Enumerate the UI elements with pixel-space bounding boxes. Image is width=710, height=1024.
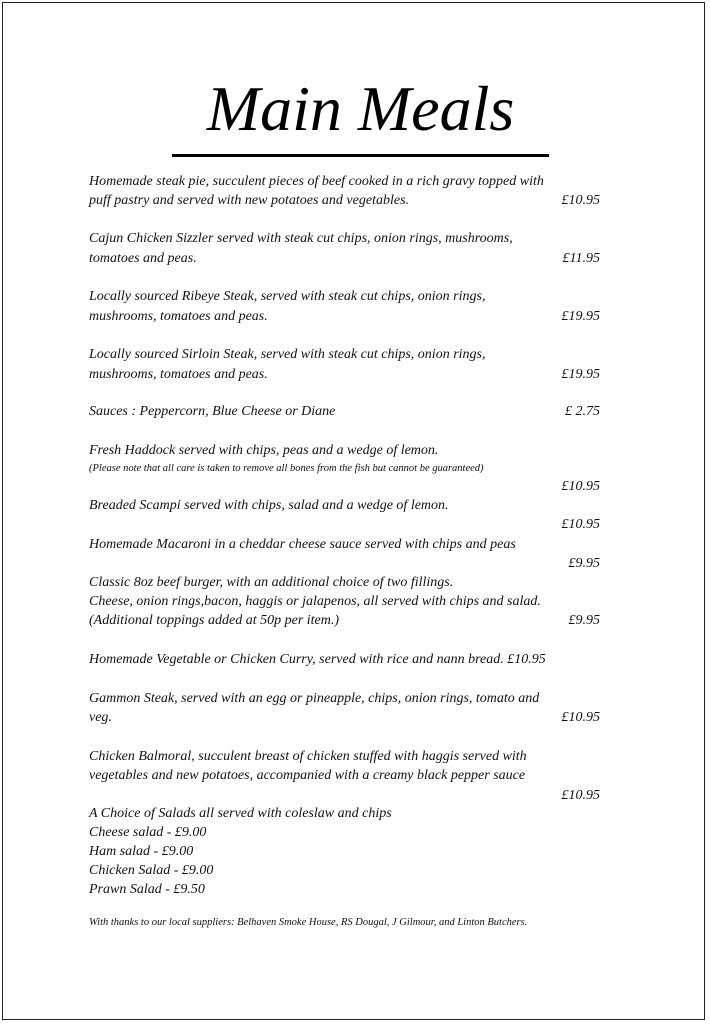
item-description: Sauces : Peppercorn, Blue Cheese or Diane [89, 404, 336, 419]
suppliers-footer: With thanks to our local suppliers: Belhaven Smoke House, RS Dougal, J Gilmour, and Linton Butchers. [89, 917, 528, 928]
item-description: Classic 8oz beef burger, with an additional choice of two fillings. [89, 575, 454, 590]
item-description: Cheese, onion rings,bacon, haggis or jalapenos, all served with chips and salad. [89, 594, 541, 609]
item-description: tomatoes and peas. [89, 251, 197, 266]
item-price: £19.95 [561, 367, 600, 382]
title-underline [172, 154, 549, 157]
item-price: £10.95 [561, 710, 600, 725]
page-title: Main Meals [206, 73, 515, 144]
item-description: Cajun Chicken Sizzler served with steak cut chips, onion rings, mushrooms, [89, 231, 513, 246]
item-description: Locally sourced Sirloin Steak, served with steak cut chips, onion rings, [89, 347, 486, 362]
item-description: Gammon Steak, served with an egg or pineapple, chips, onion rings, tomato and [89, 691, 540, 706]
item-description: mushrooms, tomatoes and peas. [89, 367, 268, 382]
item-description: Homemade Macaroni in a cheddar cheese sauce served with chips and peas [89, 537, 516, 552]
salads-heading: A Choice of Salads all served with coleslaw and chips [89, 806, 392, 821]
item-price: £10.95 [561, 517, 600, 532]
salad-option: Ham salad - £9.00 [89, 844, 194, 859]
item-description: Homemade steak pie, succulent pieces of beef cooked in a rich gravy topped with [89, 174, 544, 189]
item-description: veg. [89, 710, 112, 725]
item-description: Locally sourced Ribeye Steak, served with steak cut chips, onion rings, [89, 289, 486, 304]
item-description: Fresh Haddock served with chips, peas and a wedge of lemon. [89, 443, 439, 458]
item-note: (Please note that all care is taken to remove all bones from the fish but cannot be guaranteed) [89, 463, 484, 474]
item-price: £19.95 [561, 309, 600, 324]
item-description: vegetables and new potatoes, accompanied with a creamy black pepper sauce [89, 768, 526, 783]
item-description: mushrooms, tomatoes and peas. [89, 309, 268, 324]
item-description: Chicken Balmoral, succulent breast of chicken stuffed with haggis served with [89, 749, 527, 764]
item-description: puff pastry and served with new potatoes and vegetables. [89, 193, 410, 208]
item-price: £10.95 [561, 193, 600, 208]
item-description: (Additional toppings added at 50p per item.) [89, 613, 340, 628]
item-price: £11.95 [562, 251, 600, 266]
item-price: £ 2.75 [565, 404, 600, 419]
salad-option: Cheese salad - £9.00 [89, 825, 207, 840]
item-price: £10.95 [561, 788, 600, 803]
item-price: £9.95 [568, 613, 600, 628]
item-description: Homemade Vegetable or Chicken Curry, served with rice and nann bread. £10.95 [89, 652, 546, 667]
item-price: £10.95 [561, 479, 600, 494]
salad-option: Chicken Salad - £9.00 [89, 863, 214, 878]
item-description: Breaded Scampi served with chips, salad and a wedge of lemon. [89, 498, 449, 513]
salad-option: Prawn Salad - £9.50 [89, 882, 205, 897]
item-price: £9.95 [568, 556, 600, 571]
